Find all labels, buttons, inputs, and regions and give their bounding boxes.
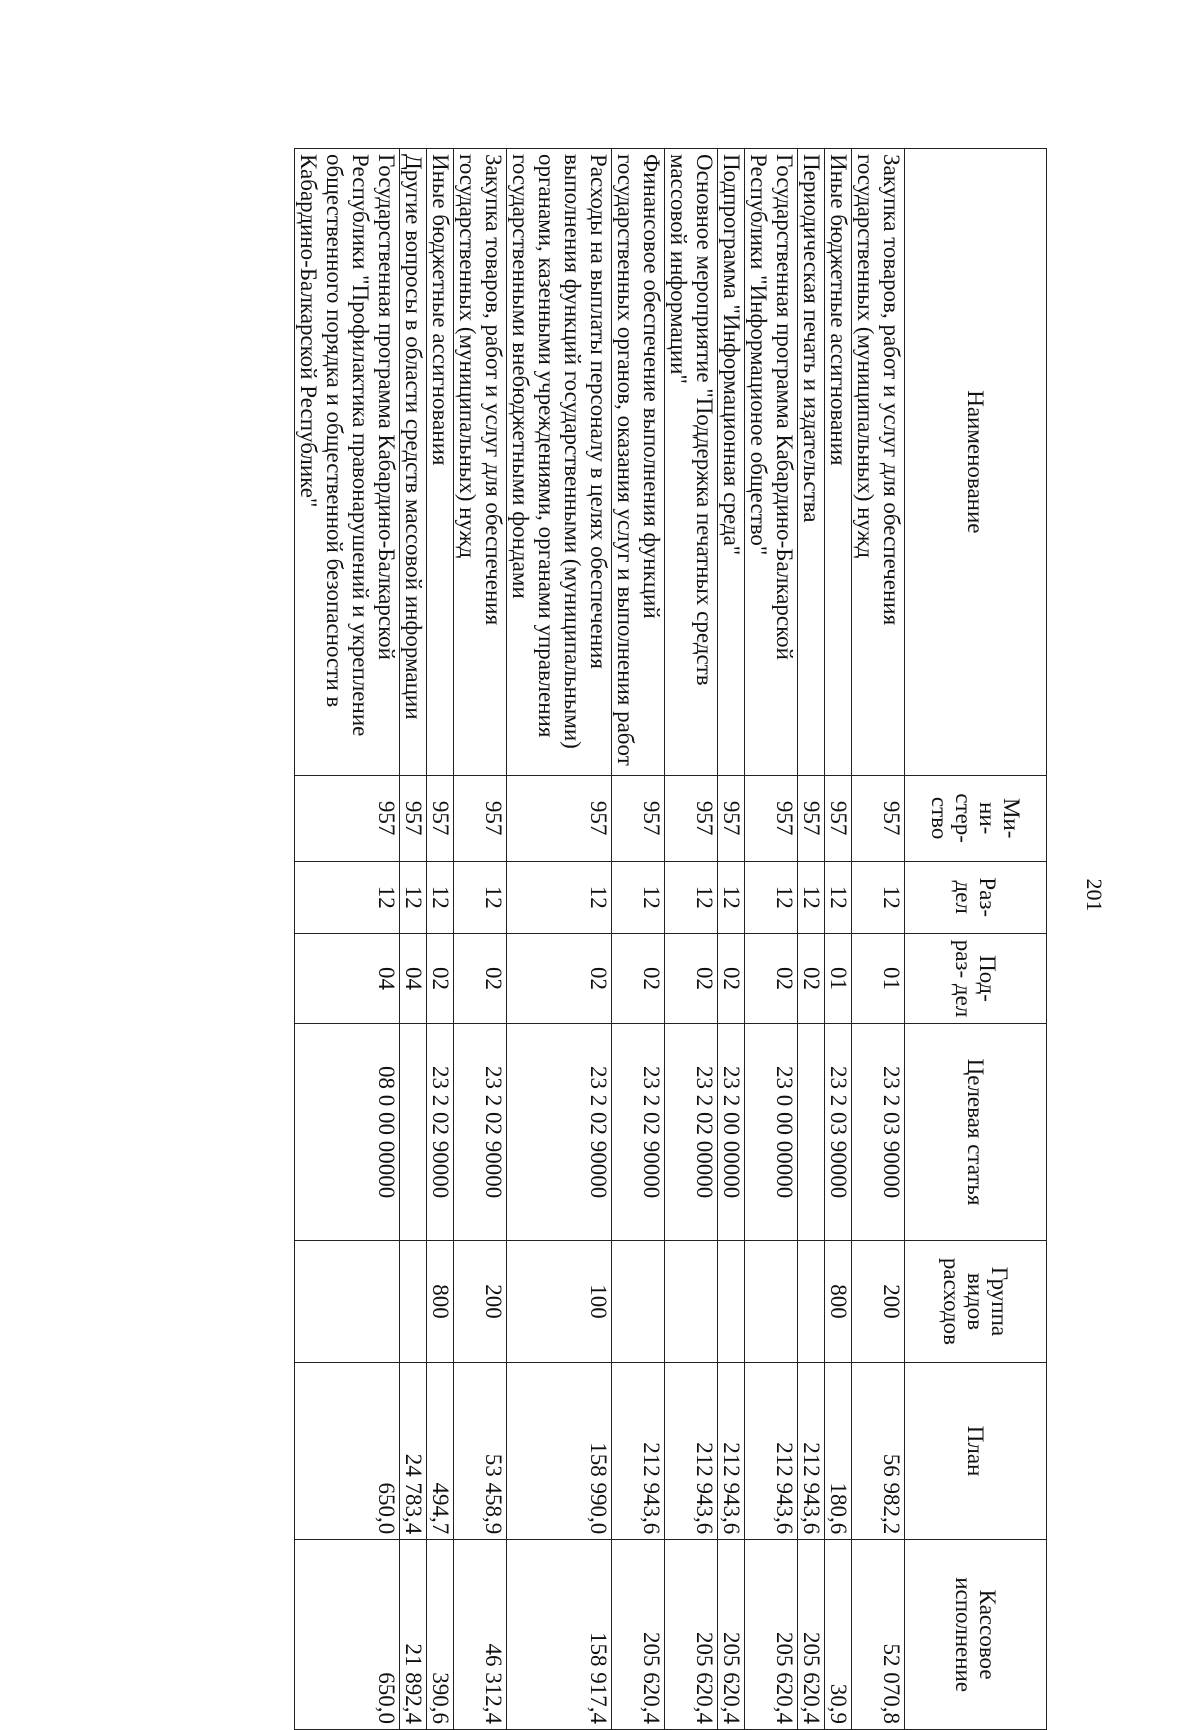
row-subsection-cell: 02 xyxy=(718,933,745,1023)
row-plan-cell: 212 943,6 xyxy=(665,1362,718,1539)
row-target-cell: 23 2 02 90000 xyxy=(507,1024,612,1241)
row-target-cell: 23 2 02 00000 xyxy=(665,1024,718,1241)
row-subsection-cell: 04 xyxy=(295,933,400,1023)
row-group-cell xyxy=(612,1240,665,1362)
row-section-cell: 12 xyxy=(612,861,665,933)
row-subsection-cell: 01 xyxy=(825,933,852,1023)
row-group-cell xyxy=(400,1240,427,1362)
row-subsection-cell: 01 xyxy=(852,933,905,1023)
row-ministry-cell: 957 xyxy=(507,775,612,861)
table-row xyxy=(400,149,427,1730)
row-group-cell: 200 xyxy=(852,1240,905,1362)
table-row xyxy=(295,149,400,1730)
header-plan: План xyxy=(905,1362,1047,1539)
row-plan-cell: 212 943,6 xyxy=(798,1362,825,1539)
table-row xyxy=(427,149,454,1730)
row-group-cell xyxy=(718,1240,745,1362)
header-name: Наименование xyxy=(905,149,1047,776)
row-subsection-cell: 02 xyxy=(798,933,825,1023)
row-subsection-cell: 02 xyxy=(665,933,718,1023)
row-section-cell: 12 xyxy=(825,861,852,933)
row-plan-cell: 212 943,6 xyxy=(612,1362,665,1539)
row-group-cell xyxy=(665,1240,718,1362)
row-group-cell xyxy=(745,1240,798,1362)
row-group-cell: 800 xyxy=(427,1240,454,1362)
table-row xyxy=(454,149,507,1730)
row-group-cell: 200 xyxy=(454,1240,507,1362)
row-ministry-cell: 957 xyxy=(745,775,798,861)
row-name-cell: Закупка товаров, работ и услуг для обеспечения государственных (муниципальных) нужд xyxy=(454,149,507,776)
row-name-cell: Финансовое обеспечение выполнения функций государственных органов, оказания услуг и выполнения работ xyxy=(612,149,665,776)
row-plan-cell: 212 943,6 xyxy=(745,1362,798,1539)
row-subsection-cell: 02 xyxy=(507,933,612,1023)
header-target: Целевая статья xyxy=(905,1024,1047,1241)
row-subsection-cell: 02 xyxy=(454,933,507,1023)
row-section-cell: 12 xyxy=(852,861,905,933)
row-plan-cell: 158 990,0 xyxy=(507,1362,612,1539)
row-execution-cell: 390,6 xyxy=(427,1540,454,1730)
row-ministry-cell: 957 xyxy=(295,775,400,861)
table-row xyxy=(665,149,718,1730)
row-name-cell: Расходы на выплаты персоналу в целях обеспечения выполнения функций государственными (муниципальными) органами, казенными учреждениями, органами управления государственными внебюджетными фондами xyxy=(507,149,612,776)
row-execution-cell: 205 620,4 xyxy=(665,1540,718,1730)
table-row xyxy=(718,149,745,1730)
row-name-cell: Иные бюджетные ассигнования xyxy=(825,149,852,776)
row-name-cell: Другие вопросы в области средств массовой информации xyxy=(400,149,427,776)
row-group-cell xyxy=(295,1240,400,1362)
row-ministry-cell: 957 xyxy=(454,775,507,861)
row-target-cell: 23 2 03 90000 xyxy=(852,1024,905,1241)
budget-table-rotated-container xyxy=(140,148,1047,1730)
row-subsection-cell: 02 xyxy=(427,933,454,1023)
row-ministry-cell: 957 xyxy=(665,775,718,861)
row-name-cell: Закупка товаров, работ и услуг для обеспечения государственных (муниципальных) нужд xyxy=(852,149,905,776)
row-section-cell: 12 xyxy=(798,861,825,933)
row-plan-cell: 24 783,4 xyxy=(400,1362,427,1539)
row-name-cell: Государственная программа Кабардино-Балкарской Республики "Профилактика правонарушений и укрепление общественного порядка и общественной безопасности в Кабардино-Балкарской Республике" xyxy=(295,149,400,776)
row-ministry-cell: 957 xyxy=(718,775,745,861)
row-section-cell: 12 xyxy=(295,861,400,933)
row-target-cell: 23 2 00 00000 xyxy=(718,1024,745,1241)
row-execution-cell: 21 892,4 xyxy=(400,1540,427,1730)
row-execution-cell: 205 620,4 xyxy=(612,1540,665,1730)
row-plan-cell: 494,7 xyxy=(427,1362,454,1539)
row-subsection-cell: 04 xyxy=(400,933,427,1023)
header-execution: Кассовое исполнение xyxy=(905,1540,1047,1730)
row-plan-cell: 53 458,9 xyxy=(454,1362,507,1539)
row-target-cell xyxy=(400,1024,427,1241)
row-group-cell: 100 xyxy=(507,1240,612,1362)
row-ministry-cell: 957 xyxy=(427,775,454,861)
row-section-cell: 12 xyxy=(718,861,745,933)
row-execution-cell: 650,0 xyxy=(295,1540,400,1730)
row-subsection-cell: 02 xyxy=(745,933,798,1023)
row-ministry-cell: 957 xyxy=(400,775,427,861)
table-row xyxy=(745,149,798,1730)
table-row xyxy=(798,149,825,1730)
row-target-cell xyxy=(798,1024,825,1241)
row-target-cell: 23 2 02 90000 xyxy=(454,1024,507,1241)
row-name-cell: Подпрограмма "Информационная среда" xyxy=(718,149,745,776)
row-section-cell: 12 xyxy=(454,861,507,933)
header-expense-group: Группа видов расходов xyxy=(905,1240,1047,1362)
table-row xyxy=(825,149,852,1730)
row-section-cell: 12 xyxy=(745,861,798,933)
row-execution-cell: 52 070,8 xyxy=(852,1540,905,1730)
row-execution-cell: 205 620,4 xyxy=(798,1540,825,1730)
row-target-cell: 23 2 02 90000 xyxy=(612,1024,665,1241)
row-execution-cell: 205 620,4 xyxy=(745,1540,798,1730)
row-execution-cell: 30,9 xyxy=(825,1540,852,1730)
row-plan-cell: 212 943,6 xyxy=(718,1362,745,1539)
row-subsection-cell: 02 xyxy=(612,933,665,1023)
table-row xyxy=(852,149,905,1730)
row-name-cell: Периодическая печать и издательства xyxy=(798,149,825,776)
row-section-cell: 12 xyxy=(665,861,718,933)
row-group-cell: 800 xyxy=(825,1240,852,1362)
row-target-cell: 08 0 00 00000 xyxy=(295,1024,400,1241)
row-target-cell: 23 0 00 00000 xyxy=(745,1024,798,1241)
budget-table xyxy=(294,148,1047,1730)
header-subsection: Под- раз- дел xyxy=(905,933,1047,1023)
page-number: 201 xyxy=(1082,878,1107,912)
row-ministry-cell: 957 xyxy=(852,775,905,861)
row-ministry-cell: 957 xyxy=(612,775,665,861)
row-ministry-cell: 957 xyxy=(825,775,852,861)
row-execution-cell: 205 620,4 xyxy=(718,1540,745,1730)
row-plan-cell: 180,6 xyxy=(825,1362,852,1539)
row-execution-cell: 46 312,4 xyxy=(454,1540,507,1730)
row-plan-cell: 650,0 xyxy=(295,1362,400,1539)
row-name-cell: Основное мероприятие "Поддержка печатных средств массовой информации" xyxy=(665,149,718,776)
row-name-cell: Иные бюджетные ассигнования xyxy=(427,149,454,776)
row-target-cell: 23 2 03 90000 xyxy=(825,1024,852,1241)
row-group-cell xyxy=(798,1240,825,1362)
header-section: Раз- дел xyxy=(905,861,1047,933)
row-ministry-cell: 957 xyxy=(798,775,825,861)
row-target-cell: 23 2 02 90000 xyxy=(427,1024,454,1241)
table-row xyxy=(612,149,665,1730)
header-ministry: Ми- ни- стер- ство xyxy=(905,775,1047,861)
row-section-cell: 12 xyxy=(427,861,454,933)
row-name-cell: Государственная программа Кабардино-Балкарской Республики "Информационое общество" xyxy=(745,149,798,776)
table-header-row xyxy=(905,149,1047,1730)
row-plan-cell: 56 982,2 xyxy=(852,1362,905,1539)
row-execution-cell: 158 917,4 xyxy=(507,1540,612,1730)
table-row xyxy=(507,149,612,1730)
row-section-cell: 12 xyxy=(507,861,612,933)
row-section-cell: 12 xyxy=(400,861,427,933)
